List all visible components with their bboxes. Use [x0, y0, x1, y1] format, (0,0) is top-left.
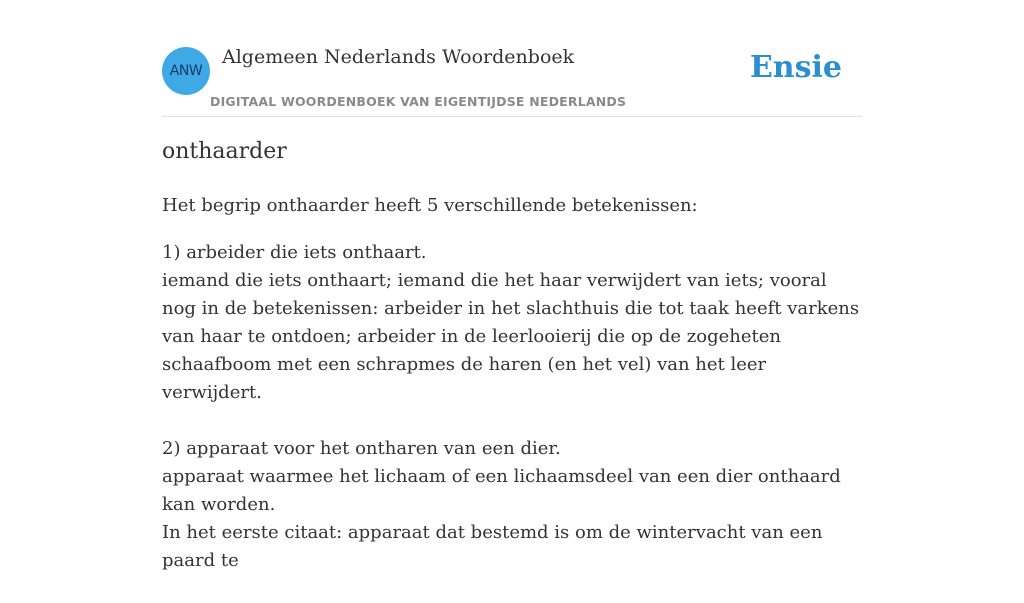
ensie-logo[interactable]: Ensie — [749, 50, 842, 85]
entry-intro: Het begrip onthaarder heeft 5 verschillende betekenissen: — [162, 195, 698, 216]
sense-2 — [162, 435, 862, 575]
sense-1 — [162, 239, 862, 407]
sense-description: apparaat waarmee het lichaam of een lichaamsdeel van een dier onthaard kan worden. — [162, 466, 841, 515]
entry-content — [162, 192, 862, 603]
anw-logo[interactable]: ANW — [162, 47, 210, 95]
sense-heading: 2) apparaat voor het ontharen van een dier. — [162, 438, 561, 459]
site-title[interactable]: Algemeen Nederlands Woordenboek — [222, 46, 575, 68]
site-subtitle: DIGITAAL WOORDENBOEK VAN EIGENTIJDSE NEDERLANDS — [210, 94, 627, 109]
sense-extra: In het eerste citaat: apparaat dat bestemd is om de wintervacht van een paard te — [162, 522, 823, 571]
sense-heading: 1) arbeider die iets onthaart. — [162, 242, 427, 263]
site-header — [162, 40, 862, 117]
page-title: onthaarder — [162, 139, 287, 164]
sense-description: iemand die iets onthaart; iemand die het haar verwijdert van iets; vooral nog in de betekenissen: arbeider in het slachthuis die tot taak heeft varkens van haar te ontdoen; arbeider in de leerlooierij die op de zogeheten schaafboom met een schrapmes de haren (en het vel) van het leer verwijdert. — [162, 270, 860, 403]
